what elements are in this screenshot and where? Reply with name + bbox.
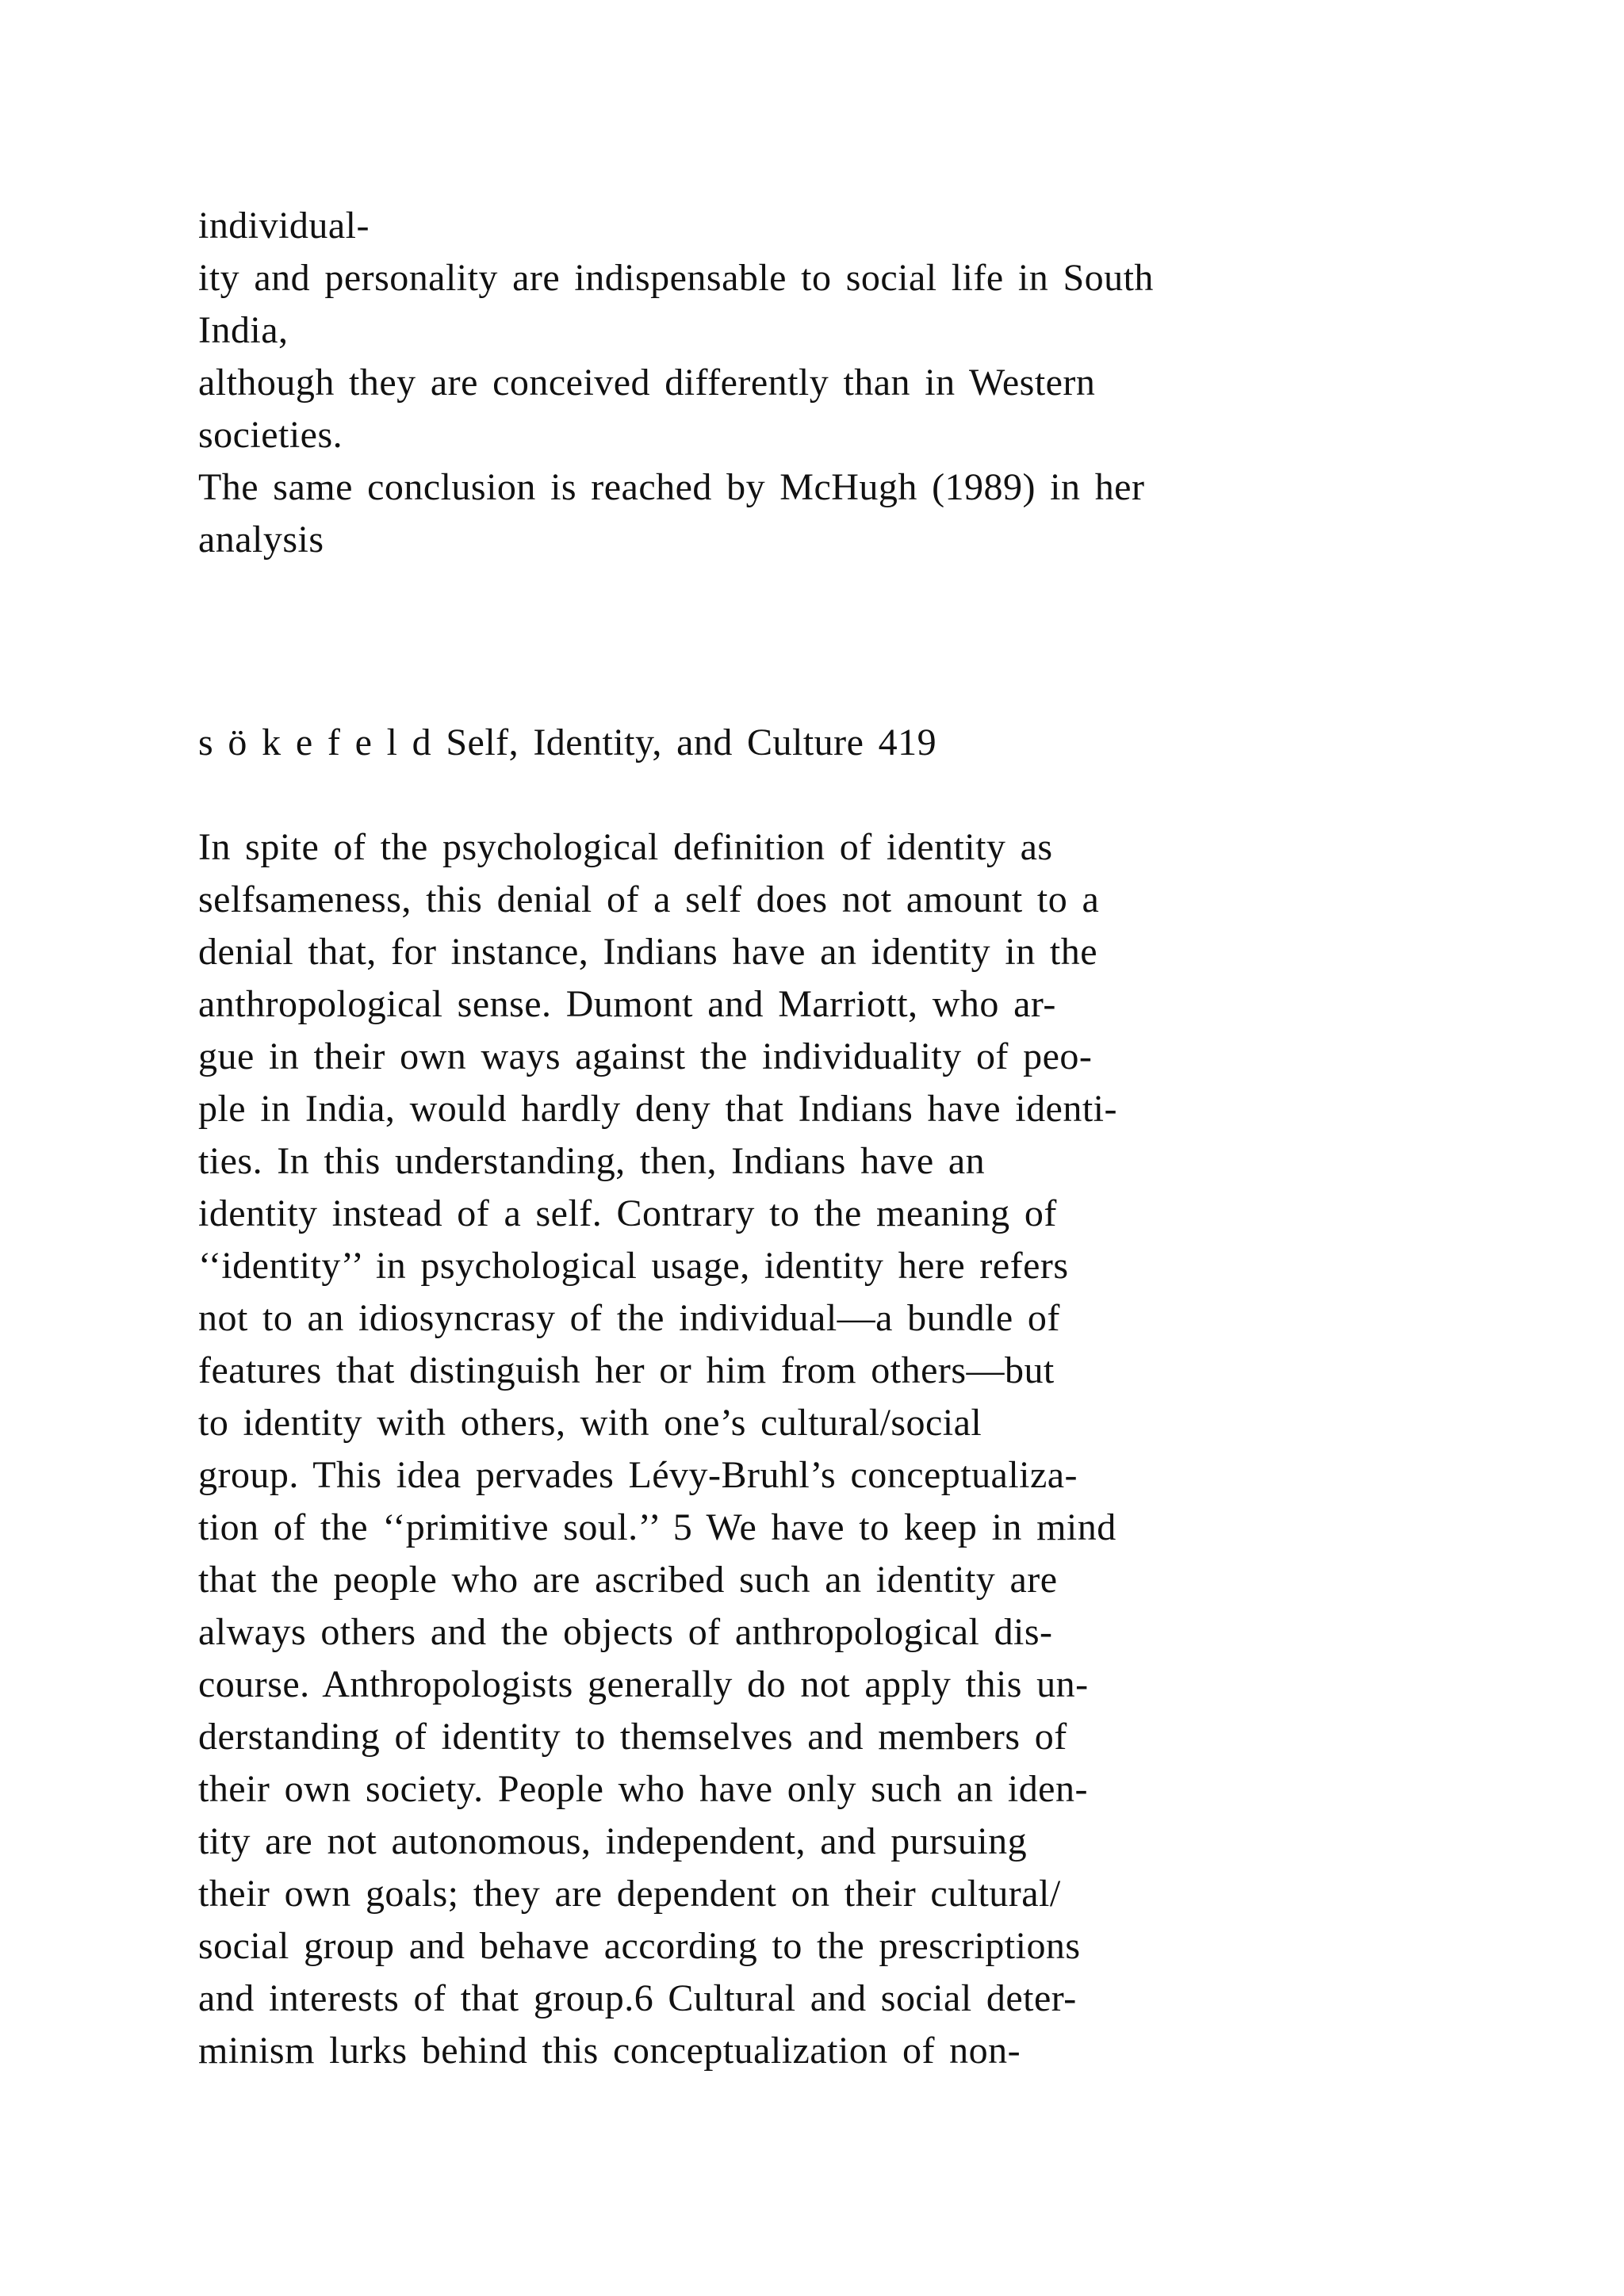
text-line: ity and personality are indispensable to social life in South bbox=[198, 257, 1154, 299]
text-line: features that distinguish her or him from others—but bbox=[198, 1349, 1055, 1391]
text-line: their own society. People who have only such an iden- bbox=[198, 1768, 1088, 1810]
text-line: their own goals; they are dependent on their cultural/ bbox=[198, 1873, 1061, 1915]
text-line: minism lurks behind this conceptualization of non- bbox=[198, 2030, 1021, 2072]
text-line: course. Anthropologists generally do not apply this un- bbox=[198, 1663, 1089, 1705]
text-line: ‘‘identity’’ in psychological usage, identity here refers bbox=[198, 1245, 1069, 1287]
text-line: The same conclusion is reached by McHugh (1989) in her bbox=[198, 466, 1145, 508]
text-line: individual- bbox=[198, 205, 370, 247]
text-line: not to an idiosyncrasy of the individual—a bundle of bbox=[198, 1297, 1060, 1339]
top-paragraph bbox=[198, 200, 1467, 566]
text-line: tity are not autonomous, independent, and pursuing bbox=[198, 1820, 1028, 1862]
text-line: societies. bbox=[198, 414, 343, 456]
text-line: to identity with others, with one’s cultural/social bbox=[198, 1402, 982, 1444]
text-line: derstanding of identity to themselves and members of bbox=[198, 1716, 1067, 1758]
text-line: social group and behave according to the prescriptions bbox=[198, 1925, 1081, 1967]
text-line: that the people who are ascribed such an identity are bbox=[198, 1559, 1058, 1601]
text-line: ple in India, would hardly deny that Indians have identi- bbox=[198, 1088, 1117, 1130]
text-line: anthropological sense. Dumont and Marriott, who ar- bbox=[198, 983, 1056, 1025]
text-line: always others and the objects of anthropological dis- bbox=[198, 1611, 1053, 1653]
text-line: identity instead of a self. Contrary to the meaning of bbox=[198, 1192, 1057, 1234]
running-header-text: s ö k e f e l d Self, Identity, and Culture 419 bbox=[198, 721, 937, 763]
text-line: ties. In this understanding, then, Indians have an bbox=[198, 1140, 986, 1182]
text-line: although they are conceived differently than in Western bbox=[198, 362, 1096, 404]
main-paragraph bbox=[198, 821, 1467, 2077]
text-line: tion of the ‘‘primitive soul.’’ 5 We have to keep in mind bbox=[198, 1506, 1116, 1548]
text-line: group. This idea pervades Lévy-Bruhl’s conceptualiza- bbox=[198, 1454, 1078, 1496]
text-line: and interests of that group.6 Cultural and social deter- bbox=[198, 1977, 1077, 2019]
text-line: India, bbox=[198, 309, 289, 351]
text-line: analysis bbox=[198, 519, 324, 561]
running-header bbox=[198, 717, 1467, 769]
text-line: denial that, for instance, Indians have an identity in the bbox=[198, 931, 1098, 973]
text-line: selfsameness, this denial of a self does not amount to a bbox=[198, 878, 1100, 920]
text-line: In spite of the psychological definition of identity as bbox=[198, 826, 1053, 868]
text-line: gue in their own ways against the individuality of peo- bbox=[198, 1035, 1093, 1077]
